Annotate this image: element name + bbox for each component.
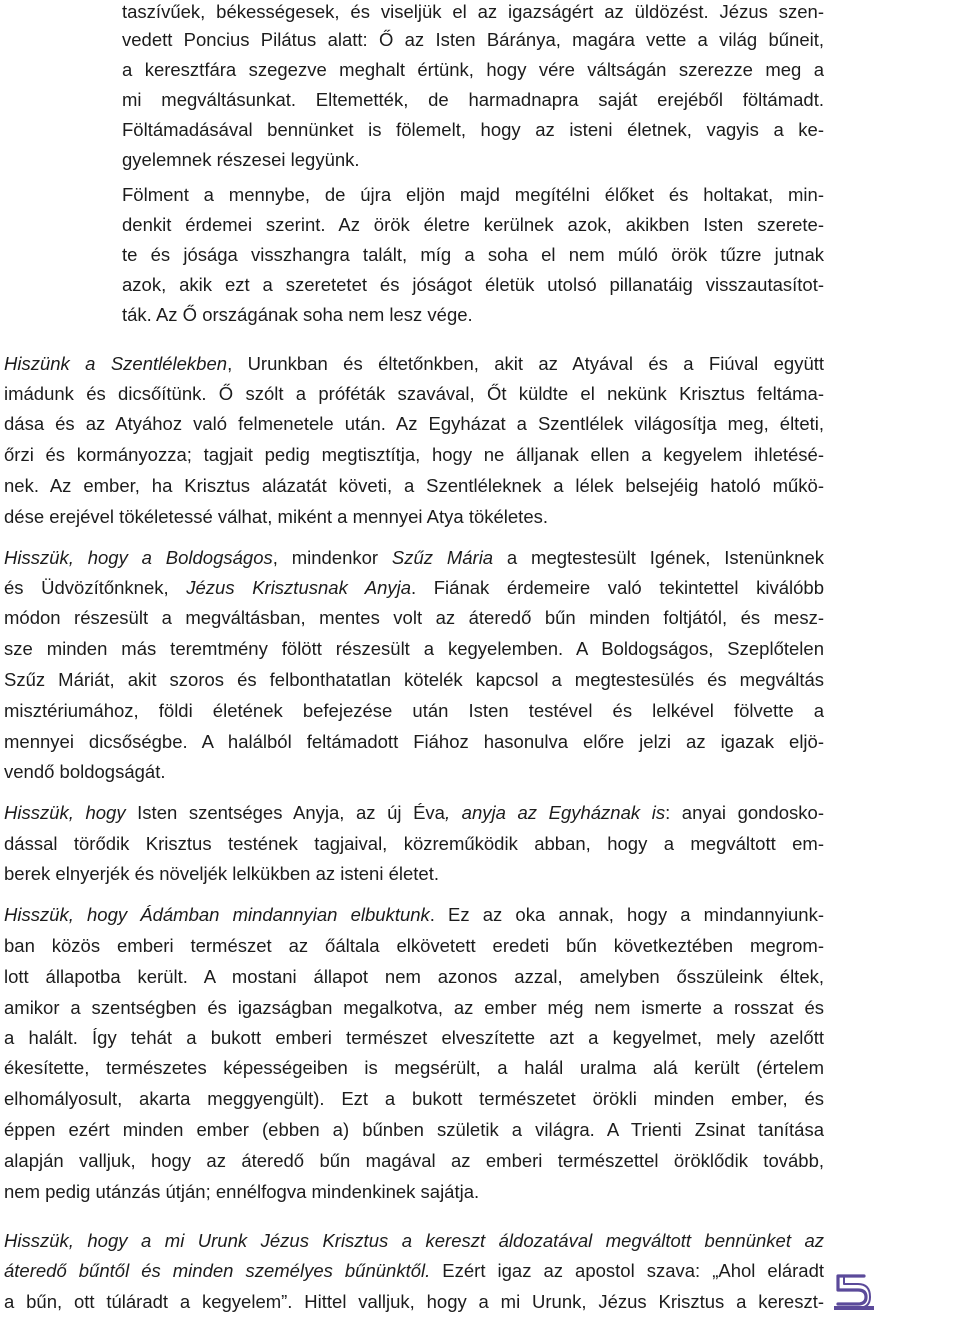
text-line: dása és az Atyához való felmenetele után. Az Egyházat a Szentlélek világosítja meg, élteti,	[4, 413, 824, 434]
text-run: : anyai gondosko-	[665, 802, 824, 823]
italic-lead: Hisszük, hogy	[4, 802, 126, 823]
text-line: Fölment a mennybe, de újra eljön majd megítélni élőket és holtakat, min-	[122, 184, 824, 205]
text-line: vedett Poncius Pilátus alatt: Ő az Isten Báránya, magára vette a világ bűneit,	[122, 29, 824, 50]
italic-lead: Hisszük, hogy Ádámban mindannyian elbuktunk	[4, 904, 430, 925]
text-line: denkit érdemei szerint. Az örök életre kerülnek azok, akikben Isten szerete-	[122, 214, 824, 235]
text-run: és Üdvözítőnknek,	[4, 577, 187, 598]
text-run: a megtestesült Igének, Istenünknek	[493, 547, 824, 568]
italic-name: Jézus Krisztusnak Anyja	[186, 577, 412, 598]
text-run: Ezért igaz az apostol szava: „Ahol eláradt	[430, 1260, 824, 1281]
text-line: ban közös emberi természet az őáltala elkövetett eredeti bűn következtében megrom-	[4, 935, 824, 956]
italic-name: Szűz Mária	[391, 547, 494, 568]
text-line: gyelemnek részesei legyünk.	[122, 149, 360, 170]
text-run: . Fiának érdemeire való tekintettel kiválóbb	[411, 577, 824, 598]
text-line: taszívűek, békességesek, és viseljük el az igazságért az üldözést. Jézus szen-	[122, 1, 824, 22]
text-line: módon részesült a megváltásban, mentes volt az áteredő bűn minden foltjától, és mesz-	[4, 607, 824, 628]
text-line: imádunk és dicsőítünk. Ő szólt a próféták szavával, Őt küldte el nekünk Krisztus feltáma-	[4, 383, 824, 404]
text-line: Föltámadásával bennünket is fölemelt, hogy az isteni életnek, vagyis a ke-	[122, 119, 824, 140]
italic-lead: Hisszük, hogy a Boldogságos	[4, 547, 273, 568]
text-line	[4, 352, 824, 376]
text-line	[4, 1259, 824, 1283]
text-line: nem pedig utánzás útján; ennélfogva mindenkinek sajátja.	[4, 1181, 480, 1202]
text-line: sze minden más teremtmény fölött részesült a kegyelemben. A Boldogságos, Szeplőtelen	[4, 638, 824, 659]
text-line	[4, 576, 824, 600]
text-line: Szűz Máriát, akit szoros és felbonthatatlan kötelék kapcsol a megtestesülés és megváltás	[4, 669, 824, 690]
text-line: azok, akik ezt a szeretetet és jóságot életük utolsó pillanatáig visszautasítot-	[122, 274, 824, 295]
text-line	[4, 801, 824, 825]
text-line: amikor a szentségben és igazságban megalkotva, az ember még nem ismerte a rosszat és	[4, 997, 824, 1018]
text-line: misztériumához, földi életének befejezése után Isten testével és lelkével fölvette a	[4, 700, 824, 721]
text-line: berek elnyerjék és növeljék lelkükben az isteni életet.	[4, 863, 439, 884]
text-run: Isten szentséges Anyja, az új Éva	[125, 802, 445, 823]
text-line: éppen ezért minden ember (ebben a) bűnben születik a világra. A Trienti Zsinat tanítása	[4, 1119, 824, 1140]
italic-phrase: áteredő bűntől és minden személyes bűnünktől.	[4, 1260, 431, 1281]
text-line: ékesítette, természetes képességeiben is megsérült, a halál uralma alá került (értelem	[4, 1057, 824, 1078]
text-line: a bűn, ott túláradt a kegyelem”. Hittel valljuk, hogy a mi Urunk, Jézus Krisztus a kereszt-	[4, 1291, 824, 1312]
text-line: dése erejével tökéletessé válhat, miként a mennyei Atya tökéletes.	[4, 506, 548, 527]
text-line: mi megváltásunkat. Eltemették, de harmadnapra saját erejéből föltámadt.	[122, 89, 824, 110]
text-line: dással törődik Krisztus testének tagjaival, közreműködik abban, hogy a megváltott em-	[4, 833, 824, 854]
text-line	[4, 546, 824, 570]
text-line: Hisszük, hogy a mi Urunk Jézus Krisztus a kereszt áldozatával megváltott bennünket az	[4, 1230, 824, 1251]
text-line: vendő boldogságát.	[4, 761, 166, 782]
text-run: , Urunkban és éltetőnkben, akit az Atyával és a Fiúval együtt	[227, 353, 824, 374]
page-number-graphic	[834, 1270, 874, 1310]
text-line: nek. Az ember, ha Krisztus alázatát követi, a Szentléleknek a lélek belsejéig hatoló műkö-	[4, 475, 824, 496]
text-run: . Ez az oka annak, hogy a mindannyiunk-	[429, 904, 824, 925]
text-line: te és jósága visszhangra talált, míg a soha el nem múló örök tűzre jutnak	[122, 244, 824, 265]
text-line	[4, 903, 824, 927]
text-line: ták. Az Ő országának soha nem lesz vége.	[122, 304, 473, 325]
text-line: alapján valljuk, hogy az áteredő bűn magával az emberi természettel öröklődik tovább,	[4, 1150, 824, 1171]
text-line: a keresztfára szegezve meghalt értünk, hogy vére váltságán szerezze meg a	[122, 59, 824, 80]
page-number	[834, 1270, 874, 1310]
italic-phrase: , anyja az Egyháznak is	[444, 802, 666, 823]
text-run: , mindenkor	[272, 547, 392, 568]
text-line: elhomályosult, akarta meggyengült). Ezt a bukott természetet örökli minden ember, és	[4, 1088, 824, 1109]
text-line: mennyei dicsőségbe. A halálból feltámadott Fiához hasonulva előre jelzi az igazak eljö-	[4, 731, 824, 752]
text-line: őrzi és kormányozza; tagjait pedig megtisztítja, hogy ne álljanak ellen a kegyelem ihletésé-	[4, 444, 824, 465]
text-line: lott állapotba került. A mostani állapot nem azonos azzal, amelyben ősszüleink éltek,	[4, 966, 824, 987]
italic-lead: Hiszünk a Szentlélekben	[4, 353, 228, 374]
text-line: a halált. Így tehát a bukott emberi természet elveszítette azt a kegyelmet, mely azelőtt	[4, 1027, 824, 1048]
